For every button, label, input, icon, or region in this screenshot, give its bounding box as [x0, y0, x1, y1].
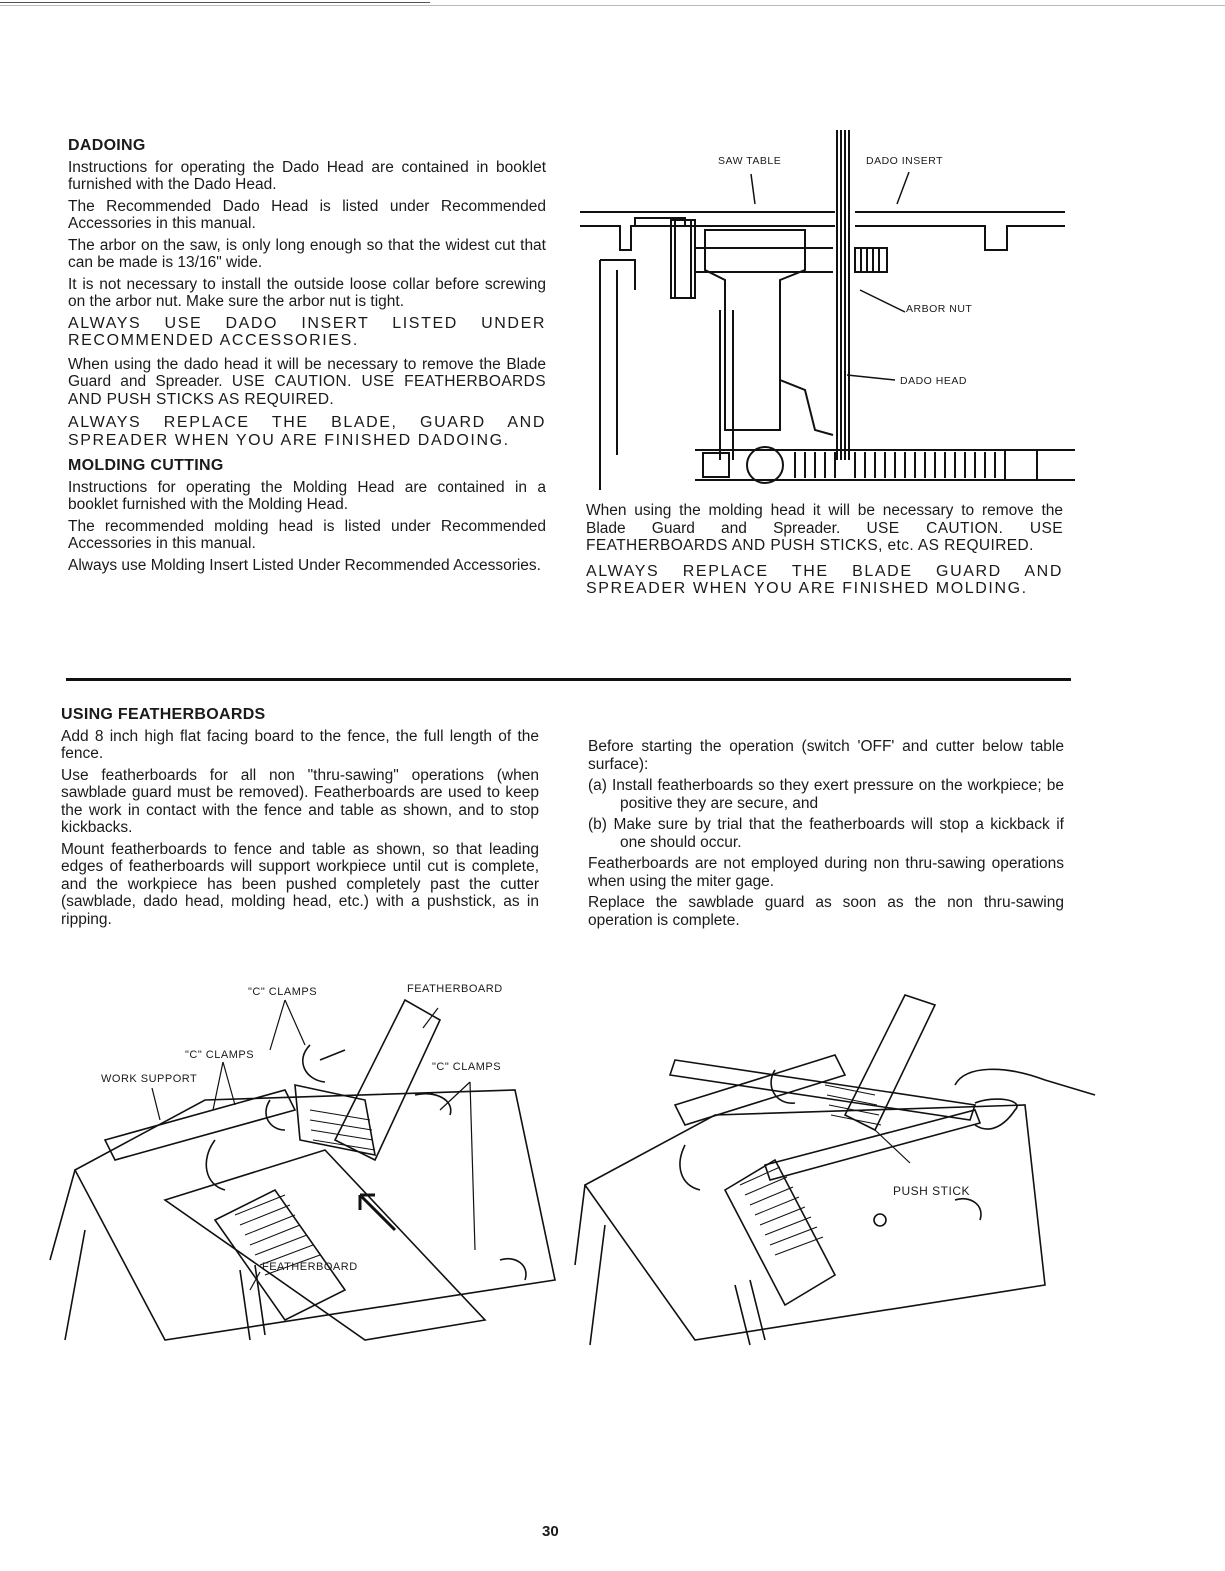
featherboards-section	[61, 706, 539, 932]
dadoing-remove-guard: When using the dado head it will be necessary to remove the Blade Guard and Spreader.	[68, 355, 546, 390]
label-c-clamps-left: "C" CLAMPS	[185, 1049, 255, 1061]
featherboards-heading: USING FEATHERBOARDS	[61, 706, 266, 723]
dadoing-section	[68, 137, 546, 578]
label-saw-table: SAW TABLE	[718, 155, 782, 167]
top-rule-faint	[0, 5, 1225, 6]
dado-head-diagram	[575, 130, 1075, 500]
featherboards-before-starting: Before starting the operation (switch 'OFF' and cutter below table surface):	[588, 738, 1064, 773]
label-dado-head: DADO HEAD	[900, 375, 967, 387]
dadoing-paragraph-1: Instructions for operating the Dado Head are contained in booklet furnished with the Dado Head.	[68, 158, 546, 193]
molding-heading: MOLDING CUTTING	[68, 457, 224, 474]
molding-remove-guard: When using the molding head it will be necessary to remove the Blade Guard and Spreader.	[586, 502, 1063, 537]
molding-paragraph-2: The recommended molding head is listed under Recommended Accessories in this manual.	[68, 517, 546, 552]
dadoing-warning-insert: ALWAYS USE DADO INSERT LISTED UNDER RECOMMENDED ACCESSORIES.	[68, 314, 546, 349]
featherboard-setup-illustration	[45, 990, 565, 1350]
top-rule	[0, 2, 430, 3]
molding-right-paragraph-1	[586, 502, 1063, 555]
label-push-stick: PUSH STICK	[893, 1184, 971, 1198]
molding-paragraph-1: Instructions for operating the Molding Head are contained in a booklet furnished with the Molding Head.	[68, 478, 546, 513]
dadoing-warning-replace: ALWAYS REPLACE THE BLADE, GUARD AND SPREADER WHEN YOU ARE FINISHED DADOING.	[68, 414, 546, 449]
dadoing-paragraph-6	[68, 356, 546, 409]
label-arbor-nut: ARBOR NUT	[906, 303, 973, 315]
featherboards-replace-guard: Replace the sawblade guard as soon as the non thru-sawing operation is complete.	[588, 894, 1064, 929]
dadoing-caution: USE CAUTION. USE FEATHERBOARDS AND PUSH STICKS AS REQUIRED.	[68, 373, 546, 408]
dadoing-heading: DADOING	[68, 137, 146, 154]
section-divider	[66, 678, 1071, 681]
label-featherboard-bottom: FEATHERBOARD	[262, 1261, 358, 1273]
dadoing-paragraph-3: The arbor on the saw, is only long enough so that the widest cut that can be made is 13/16" wide.	[68, 236, 546, 271]
featherboards-step-a: (a) Install featherboards so they exert pressure on the workpiece; be positive they are secure, and	[588, 777, 1064, 812]
molding-paragraph-3: Always use Molding Insert Listed Under Recommended Accessories.	[68, 556, 541, 574]
featherboards-paragraph-3: Mount featherboards to fence and table as shown, so that leading edges of featherboards will support workpiece until cut is complete, and the workpiece has been pushed completely past the cutter (sawblade, dado head, molding head, etc.) with a pushstick, as in ripping.	[61, 840, 539, 928]
molding-caution: USE CAUTION. USE FEATHERBOARDS AND PUSH STICKS, etc. AS REQUIRED.	[586, 519, 1063, 554]
molding-right-section	[586, 502, 1063, 602]
push-stick-illustration	[575, 985, 1095, 1355]
label-c-clamps-right: "C" CLAMPS	[432, 1061, 502, 1073]
molding-warning-replace: ALWAYS REPLACE THE BLADE GUARD AND SPREADER WHEN YOU ARE FINISHED MOLDING.	[586, 562, 1063, 597]
featherboards-paragraph-1: Add 8 inch high flat facing board to the fence, the full length of the fence.	[61, 727, 539, 762]
dadoing-paragraph-4: It is not necessary to install the outside loose collar before screwing on the arbor nut. Make sure the arbor nut is tight.	[68, 275, 546, 310]
label-work-support: WORK SUPPORT	[101, 1073, 198, 1085]
page-number: 30	[542, 1523, 559, 1540]
dadoing-paragraph-2: The Recommended Dado Head is listed under Recommended Accessories in this manual.	[68, 197, 546, 232]
featherboards-step-b: (b) Make sure by trial that the featherboards will stop a kickback if one should occur.	[588, 816, 1064, 851]
featherboards-right-section	[588, 738, 1064, 933]
featherboards-not-employed: Featherboards are not employed during non thru-sawing operations when using the miter gage.	[588, 855, 1064, 890]
featherboards-paragraph-2: Use featherboards for all non "thru-sawing" operations (when sawblade guard must be removed). Featherboards are used to keep the work in contact with the fence and table as shown, and to stop kickbacks.	[61, 766, 539, 836]
label-featherboard-top: FEATHERBOARD	[407, 983, 503, 995]
label-dado-insert: DADO INSERT	[866, 155, 944, 167]
label-c-clamps-top: "C" CLAMPS	[248, 986, 318, 998]
